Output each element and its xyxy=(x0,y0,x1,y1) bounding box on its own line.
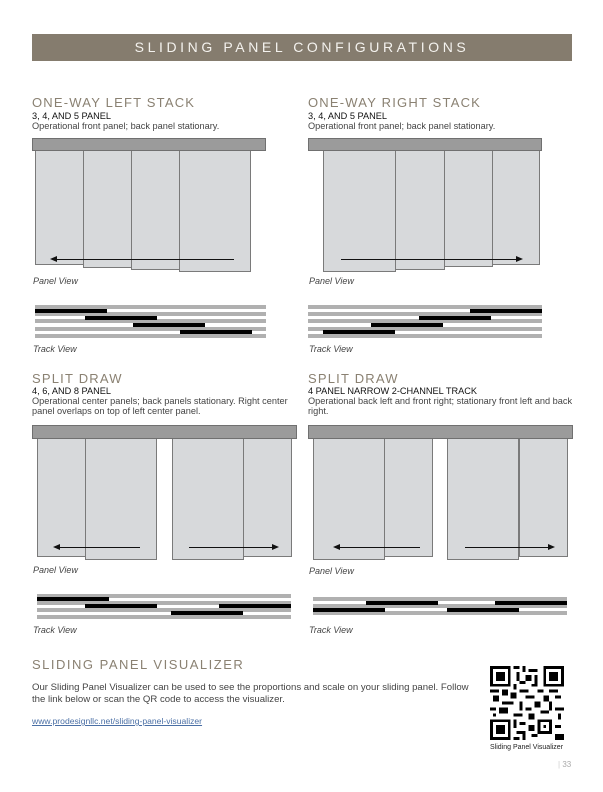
section-description: Operational front panel; back panel stationary. xyxy=(32,121,220,131)
panel-view-caption: Panel View xyxy=(33,276,78,286)
arrow-left-icon xyxy=(50,256,57,262)
arrow-left-icon xyxy=(53,544,60,550)
section-subtitle: 4, 6, AND 8 PANEL xyxy=(32,386,111,396)
panel-bar xyxy=(447,608,519,612)
panel-bar xyxy=(219,604,291,608)
section-subtitle: 3, 4, AND 5 PANEL xyxy=(32,111,111,121)
panel-view-caption: Panel View xyxy=(309,566,354,576)
panel-bar xyxy=(85,604,157,608)
visualizer-link[interactable]: www.prodesignllc.net/sliding-panel-visualizer xyxy=(32,716,203,726)
panel-view-caption: Panel View xyxy=(33,565,78,575)
section-subtitle: 4 PANEL NARROW 2-CHANNEL TRACK xyxy=(308,386,477,396)
arrow-right-icon xyxy=(516,256,523,262)
track-view-caption: Track View xyxy=(309,625,353,635)
panel-bar xyxy=(35,309,107,313)
arrow-line xyxy=(55,259,234,260)
visualizer-title: SLIDING PANEL VISUALIZER xyxy=(32,657,245,672)
page-banner: SLIDING PANEL CONFIGURATIONS xyxy=(32,34,572,61)
panel xyxy=(83,150,133,268)
panel-bar xyxy=(180,330,252,334)
arrow-line xyxy=(341,259,517,260)
section-subtitle: 3, 4, AND 5 PANEL xyxy=(308,111,387,121)
arrow-line xyxy=(465,547,549,548)
panel xyxy=(323,150,396,272)
arrow-right-icon xyxy=(272,544,279,550)
arrow-left-icon xyxy=(333,544,340,550)
panel xyxy=(35,150,84,265)
panel-bar xyxy=(85,316,157,320)
section-title-right-stack: ONE-WAY RIGHT STACK xyxy=(308,95,482,110)
track-rail xyxy=(308,334,542,338)
section-description: Operational front panel; back panel stationary. xyxy=(308,121,496,131)
panel-bar xyxy=(495,601,567,605)
panel-bar xyxy=(37,597,109,601)
track-rail xyxy=(37,608,291,612)
qr-code-icon[interactable] xyxy=(490,666,564,740)
panel-bar xyxy=(323,330,395,334)
header-rail xyxy=(32,425,297,439)
panel xyxy=(131,150,181,270)
panel-bar xyxy=(171,611,243,615)
panel-bar xyxy=(371,323,443,327)
visualizer-description: Our Sliding Panel Visualizer can be used to see the proportions and scale on your sliding panel. Follow the link below or scan the QR code to access the visualizer. xyxy=(32,682,469,705)
section-title-split-draw: SPLIT DRAW xyxy=(32,371,123,386)
track-view-caption: Track View xyxy=(309,344,353,354)
panel-bar xyxy=(133,323,205,327)
track-view-caption: Track View xyxy=(33,344,77,354)
panel xyxy=(172,438,244,560)
arrow-right-icon xyxy=(548,544,555,550)
section-description: Operational back left and front right; stationary front left and back right. xyxy=(308,396,573,416)
section-description: Operational center panels; back panels stationary. Right center panel overlaps on top of left center panel. xyxy=(32,396,288,416)
track-rail xyxy=(37,615,291,619)
panel-bar xyxy=(470,309,542,313)
track-rail xyxy=(35,334,266,338)
section-title-split-draw-narrow: SPLIT DRAW xyxy=(308,371,399,386)
header-rail xyxy=(308,425,573,439)
panel xyxy=(443,150,493,267)
panel xyxy=(313,438,385,560)
header-rail xyxy=(308,138,542,151)
panel xyxy=(85,438,157,560)
panel xyxy=(179,150,251,272)
page-number-value: 33 xyxy=(562,760,572,769)
panel-bar xyxy=(366,601,438,605)
panel-bar xyxy=(313,608,385,612)
panel xyxy=(243,438,292,557)
arrow-line xyxy=(58,547,140,548)
panel-view-caption: Panel View xyxy=(309,276,354,286)
qr-caption: Sliding Panel Visualizer xyxy=(490,744,564,751)
panel xyxy=(384,438,433,557)
header-rail xyxy=(32,138,266,151)
panel xyxy=(395,150,445,270)
panel xyxy=(519,438,568,557)
page-separator: | xyxy=(558,760,561,769)
panel xyxy=(37,438,87,557)
section-title-left-stack: ONE-WAY LEFT STACK xyxy=(32,95,196,110)
arrow-line xyxy=(189,547,273,548)
page-number xyxy=(558,760,571,769)
panel xyxy=(447,438,519,560)
arrow-line xyxy=(338,547,420,548)
track-view-caption: Track View xyxy=(33,625,77,635)
panel xyxy=(491,150,540,265)
panel-bar xyxy=(419,316,491,320)
